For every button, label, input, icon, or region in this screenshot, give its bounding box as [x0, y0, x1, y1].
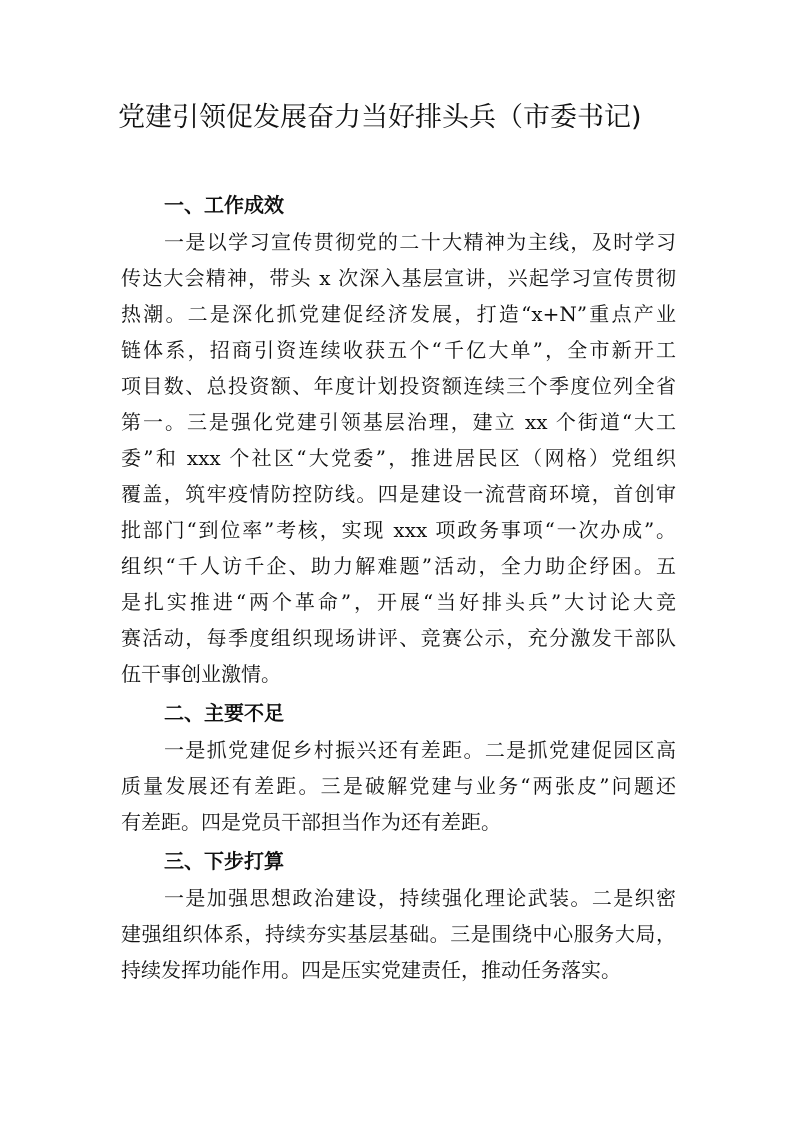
paragraph-line: 一是抓党建促乡村振兴还有差距。二是抓党建促园区高	[164, 738, 676, 762]
paragraph-line: 项目数、总投资额、年度计划投资额连续三个季度位列全省	[121, 374, 676, 398]
section	[121, 842, 676, 988]
section	[121, 694, 676, 840]
paragraph-line: 建强组织体系，持续夯实基层基础。三是围绕中心服务大局，	[121, 922, 676, 946]
paragraph-line: 赛活动，每季度组织现场讲评、竞赛公示，充分激发干部队	[121, 626, 676, 650]
paragraph-line: 持续发挥功能作用。四是压实党建责任，推动任务落实。	[121, 958, 621, 982]
paragraph-line: 链体系，招商引资连续收获五个“千亿大单”，全市新开工	[121, 338, 676, 362]
paragraph-line: 有差距。四是党员干部担当作为还有差距。	[121, 810, 501, 834]
paragraph-line: 伍干事创业激情。	[121, 662, 281, 686]
paragraph-line: 一是加强思想政治建设，持续强化理论武装。二是织密	[164, 886, 676, 910]
section-heading: 三、下步打算	[164, 849, 284, 873]
paragraph-line: 传达大会精神，带头 x 次深入基层宣讲，兴起学习宣传贯彻	[121, 266, 676, 290]
document-body	[121, 184, 676, 988]
section-heading: 一、工作成效	[164, 193, 284, 217]
section-heading: 二、主要不足	[164, 701, 284, 725]
paragraph-line: 一是以学习宣传贯彻党的二十大精神为主线，及时学习	[164, 230, 676, 254]
paragraph-line: 是扎实推进“两个革命”，开展“当好排头兵”大讨论大竞	[121, 590, 676, 614]
section	[121, 186, 676, 692]
paragraph-line: 热潮。二是深化抓党建促经济发展，打造“x+N”重点产业	[121, 302, 676, 326]
paragraph-line: 第一。三是强化党建引领基层治理，建立 xx 个街道“大工	[121, 410, 676, 434]
document-title: 党建引领促发展奋力当好排头兵（市委书记)	[118, 102, 642, 133]
paragraph-line: 组织“千人访千企、助力解难题”活动，全力助企纾困。五	[121, 554, 676, 578]
paragraph-line: 委”和 xxx 个社区“大党委”，推进居民区（网格）党组织	[121, 446, 676, 470]
paragraph-line: 覆盖，筑牢疫情防控防线。四是建设一流营商环境，首创审	[121, 482, 676, 506]
paragraph-line: 质量发展还有差距。三是破解党建与业务“两张皮”问题还	[121, 774, 676, 798]
paragraph-line: 批部门“到位率”考核，实现 xxx 项政务事项“一次办成”。	[121, 518, 676, 542]
